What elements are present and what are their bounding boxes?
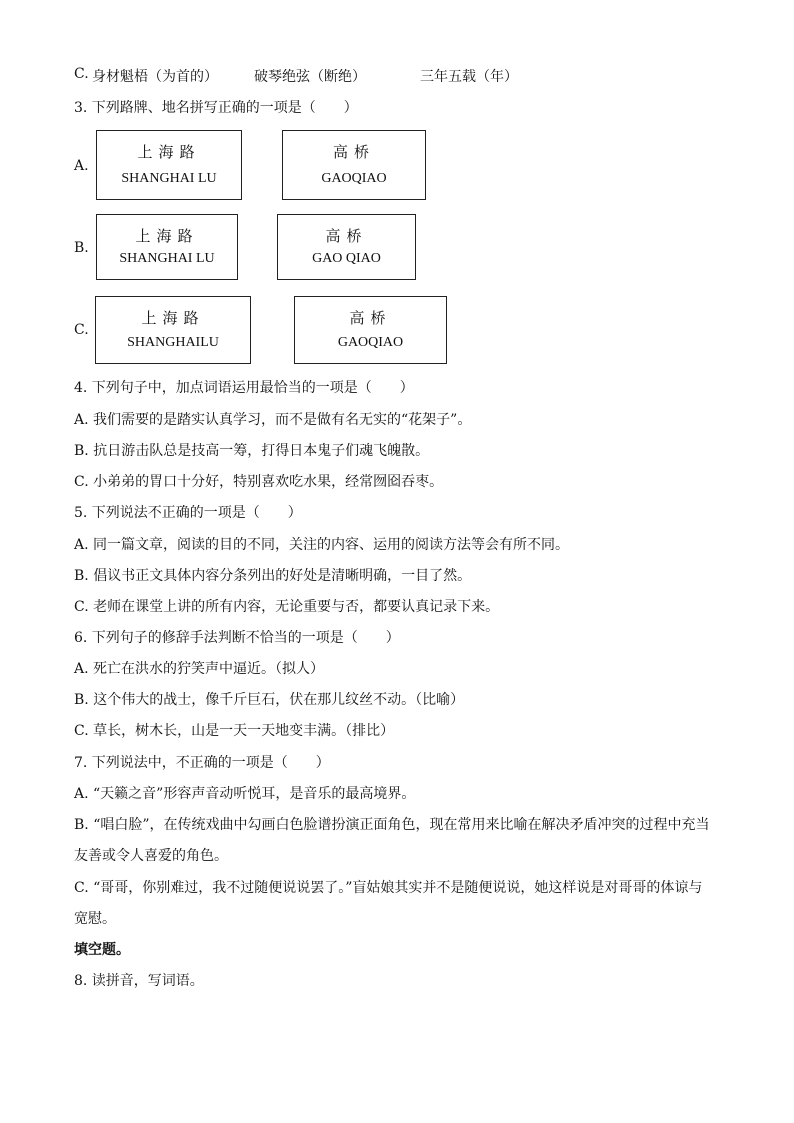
- q7-option-a: A. “天籁之音”形容声音动听悦耳，是音乐的最高境界。: [74, 786, 416, 802]
- road-sign-shanghai-lu-c: [95, 296, 251, 364]
- sign-pinyin: SHANGHAILU: [127, 335, 219, 350]
- sign-chinese: 上海路: [135, 229, 199, 245]
- q5-option-b: B. 倡议书正文具体内容分条列出的好处是清晰明确，一目了然。: [74, 568, 472, 584]
- q2-c-label: C.: [74, 66, 89, 82]
- sign-pinyin: GAOQIAO: [337, 335, 404, 350]
- sign-chinese: 高桥: [325, 229, 368, 245]
- question-7-stem: 7. 下列说法中，不正确的一项是（ ）: [74, 755, 330, 771]
- sign-chinese: 上海路: [137, 145, 201, 161]
- q3-option-a-label: A.: [74, 158, 89, 174]
- sign-pinyin: SHANGHAI LU: [121, 171, 217, 186]
- q5-option-c: C. 老师在课堂上讲的所有内容，无论重要与否，都要认真记录下来。: [74, 599, 500, 615]
- q7-option-b-line2: 友善或令人喜爱的角色。: [74, 848, 228, 864]
- section-heading-fill-in: 填空题。: [74, 942, 130, 958]
- sign-chinese: 上海路: [141, 311, 205, 327]
- sign-pinyin: SHANGHAI LU: [119, 251, 215, 266]
- q7-option-b-line1: B. “唱白脸”，在传统戏曲中勾画白色脸谱扮演正面角色，现在常用来比喻在解决矛盾冲突的过程中充当: [74, 817, 710, 833]
- q2-c-item2: 破琴绝弦（断绝）: [254, 69, 366, 85]
- place-sign-gaoqiao-b: [277, 214, 416, 280]
- q2-c-item3: 三年五载（年）: [420, 69, 518, 85]
- question-5-stem: 5. 下列说法不正确的一项是（ ）: [74, 505, 302, 521]
- q5-option-a: A. 同一篇文章，阅读的目的不同，关注的内容、运用的阅读方法等会有所不同。: [74, 537, 570, 553]
- question-3-stem: 3. 下列路牌、地名拼写正确的一项是（ ）: [74, 100, 358, 116]
- place-sign-gaoqiao-a: [282, 130, 426, 200]
- q4-option-c: C. 小弟弟的胃口十分好，特别喜欢吃水果，经常囫囵吞枣。: [74, 474, 444, 490]
- q7-option-c-line1: C. “哥哥，你别难过，我不过随便说说罢了。”盲姑娘其实并不是随便说说，她这样说是对哥哥的体谅与: [74, 880, 703, 896]
- q7-option-c-line2: 宽慰。: [74, 911, 116, 927]
- road-sign-shanghai-lu-a: [96, 130, 242, 200]
- sign-chinese: 高桥: [332, 145, 375, 161]
- road-sign-shanghai-lu-b: [96, 214, 238, 280]
- question-8-stem: 8. 读拼音，写词语。: [74, 973, 204, 989]
- q4-option-b: B. 抗日游击队总是技高一筹，打得日本鬼子们魂飞魄散。: [74, 443, 430, 459]
- sign-pinyin: GAO QIAO: [312, 251, 381, 266]
- sign-pinyin: GAOQIAO: [321, 171, 387, 186]
- question-6-stem: 6. 下列句子的修辞手法判断不恰当的一项是（ ）: [74, 630, 400, 646]
- q6-option-a: A. 死亡在洪水的狞笑声中逼近。（拟人）: [74, 661, 325, 677]
- q6-option-b: B. 这个伟大的战士，像千斤巨石，伏在那儿纹丝不动。（比喻）: [74, 692, 465, 708]
- q6-option-c: C. 草长，树木长，山是一天一天地变丰满。（排比）: [74, 723, 395, 739]
- q4-option-a: A. 我们需要的是踏实认真学习，而不是做有名无实的“花架子”。: [74, 412, 472, 428]
- place-sign-gaoqiao-c: [294, 296, 447, 364]
- q2-c-item1: 身材魁梧（为首的）: [92, 69, 218, 85]
- q3-option-b-label: B.: [74, 240, 89, 256]
- q3-option-c-label: C.: [74, 322, 89, 338]
- question-4-stem: 4. 下列句子中，加点词语运用最恰当的一项是（ ）: [74, 380, 414, 396]
- sign-chinese: 高桥: [349, 311, 392, 327]
